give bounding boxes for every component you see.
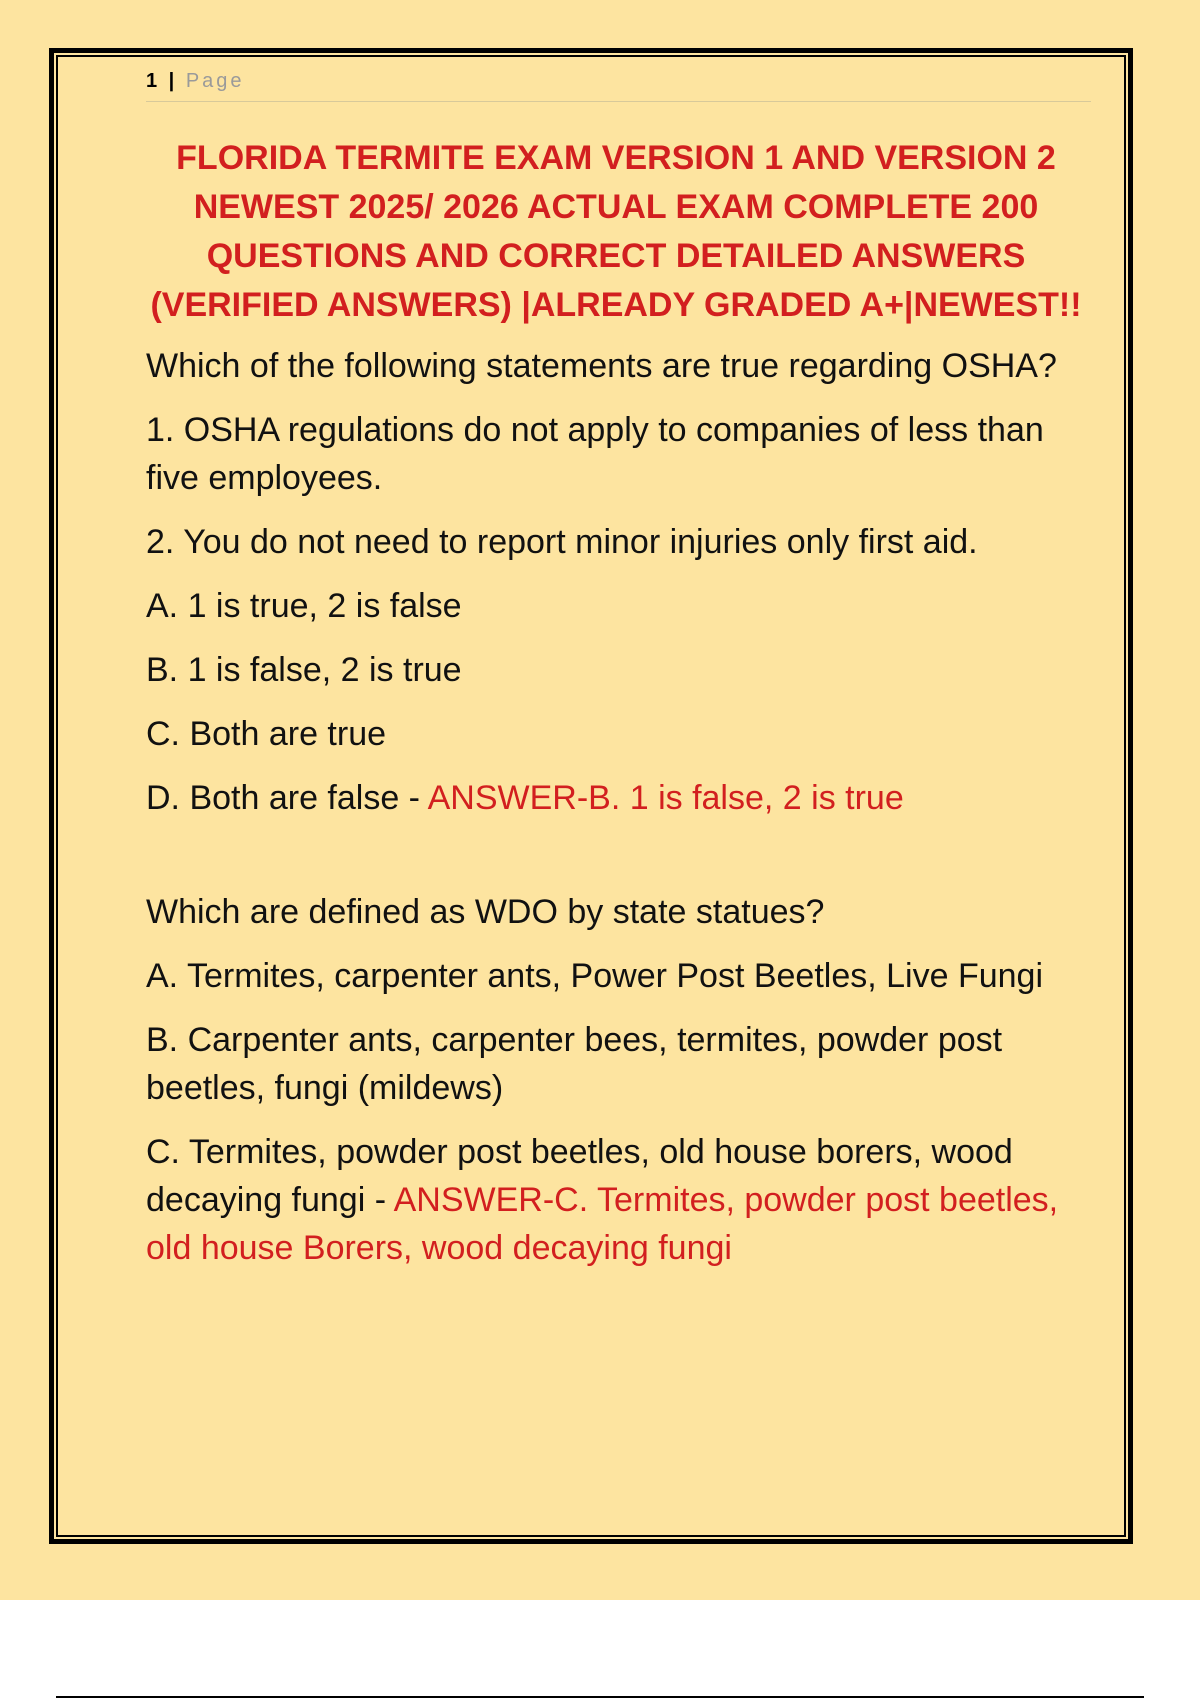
question-1-option-d (146, 774, 1091, 822)
question-1-statement-2: 2. You do not need to report minor injuries only first aid. (146, 523, 978, 561)
question-1-option-b: B. 1 is false, 2 is true (146, 651, 462, 689)
question-1-statement-1: 1. OSHA regulations do not apply to companies of less than five employees. (146, 411, 1044, 497)
question-1-prompt: Which of the following statements are true regarding OSHA? (146, 347, 1057, 385)
document-title: FLORIDA TERMITE EXAM VERSION 1 AND VERSION 2 NEWEST 2025/ 2026 ACTUAL EXAM COMPLETE 200 QUESTIONS AND CORRECT DETAILED ANSWERS (VERIFIED ANSWERS) |ALREADY GRADED A+|NEWEST!! (150, 139, 1082, 324)
page-header (146, 70, 1091, 102)
question-1-option-d-text: D. Both are false - (146, 779, 428, 817)
page-label: Page (185, 70, 245, 92)
document-content (146, 70, 1091, 1288)
page-number-separator: | (160, 70, 186, 92)
page-number: 1 (146, 70, 161, 92)
question-1-answer: ANSWER-B. 1 is false, 2 is true (427, 779, 904, 817)
question-2-option-a: A. Termites, carpenter ants, Power Post Beetles, Live Fungi (146, 957, 1044, 995)
footer-divider (56, 1696, 1144, 1698)
spacer (146, 838, 1091, 888)
question-2-answer: ANSWER-C. Termites, powder post beetles, old house Borers, wood decaying fungi (146, 1181, 1059, 1267)
question-1-option-c: C. Both are true (146, 715, 387, 753)
question-2-option-b: B. Carpenter ants, carpenter bees, termites, powder post beetles, fungi (mildews) (146, 1021, 1003, 1107)
question-1-option-a: A. 1 is true, 2 is false (146, 587, 462, 625)
question-2-option-c (146, 1128, 1091, 1272)
question-2-prompt: Which are defined as WDO by state statues? (146, 893, 825, 931)
question-2-option-c-text: C. Termites, powder post beetles, old house borers, wood decaying fungi - (146, 1133, 1023, 1219)
